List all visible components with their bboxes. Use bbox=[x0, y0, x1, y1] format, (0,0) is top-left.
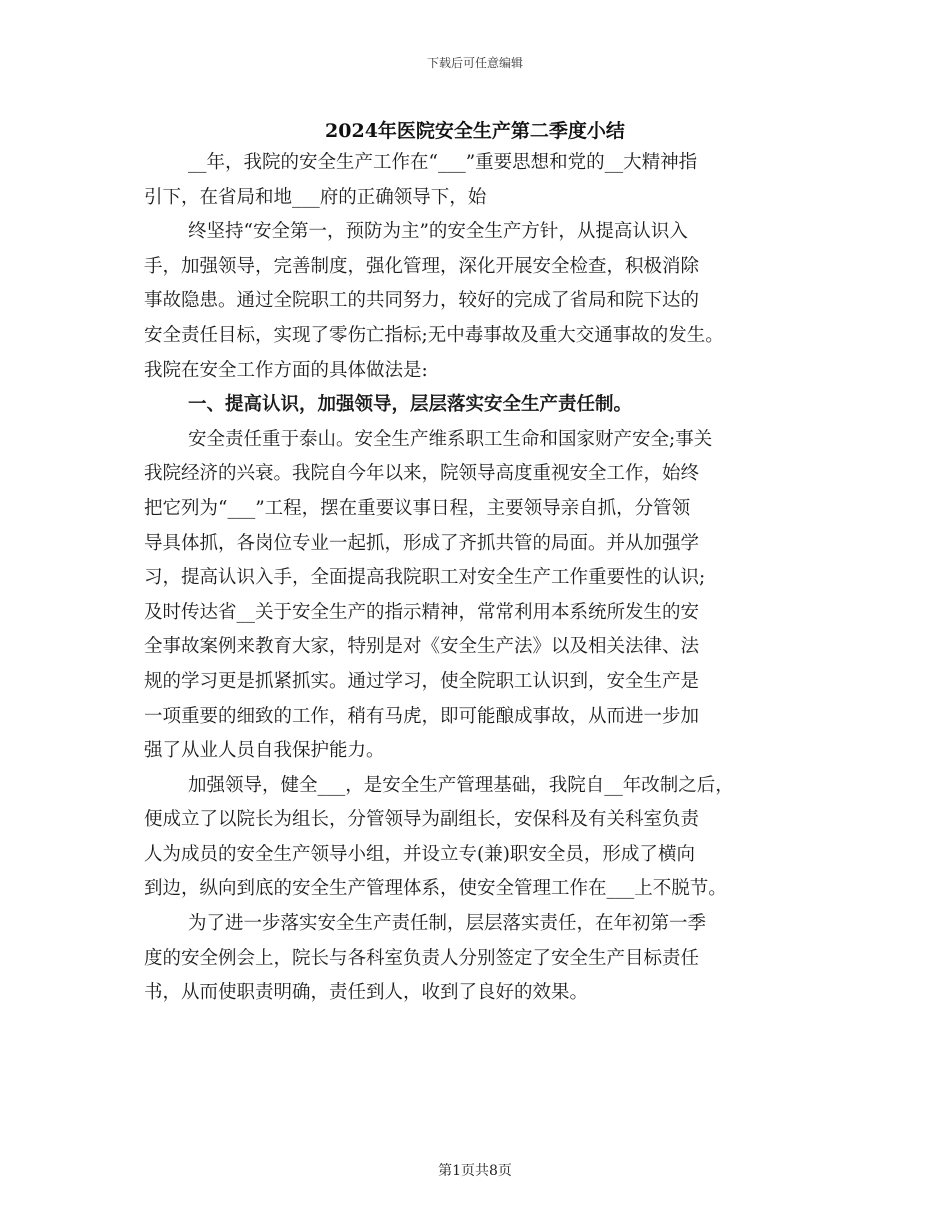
body-line: 及时传达省__关于安全生产的指示精神，常常利用本系统所发生的安 bbox=[144, 601, 700, 623]
body-line: 我院在安全工作方面的具体做法是: bbox=[144, 359, 428, 381]
body-line: 安全责任重于泰山。安全生产维系职工生命和国家财产安全;事关 bbox=[188, 428, 713, 450]
body-line: 把它列为“___”工程，摆在重要议事日程，主要领导亲自抓，分管领 bbox=[144, 497, 691, 519]
body-line: 引下，在省局和地___府的正确领导下，始 bbox=[144, 186, 487, 208]
body-line: __年，我院的安全生产工作在“___”重要思想和党的__大精神指 bbox=[188, 152, 698, 173]
body-line: 一项重要的细致的工作，稍有马虎，即可能酿成事故，从而进一步加 bbox=[144, 705, 700, 727]
page-header-note: 下载后可任意编辑 bbox=[426, 56, 523, 70]
body-line: 便成立了以院长为组长，分管领导为副组长，安保科及有关科室负责 bbox=[144, 809, 700, 831]
body-line: 人为成员的安全生产领导小组，并设立专(兼)职安全员，形成了横向 bbox=[144, 843, 695, 865]
document-body bbox=[144, 146, 824, 1011]
body-line: 规的学习更是抓紧抓实。通过学习，使全院职工认识到，安全生产是 bbox=[144, 670, 700, 692]
page-number: 第1页共8页 bbox=[438, 1163, 512, 1179]
body-line: 终坚持“安全第一，预防为主”的安全生产方针，从提高认识入 bbox=[188, 221, 688, 243]
body-line: 事故隐患。通过全院职工的共同努力，较好的完成了省局和院下达的 bbox=[144, 290, 700, 312]
body-line: 全事故案例来教育大家，特别是对《安全生产法》以及相关法律、法 bbox=[144, 636, 700, 658]
body-line: 加强领导，健全___，是安全生产管理基础，我院自__年改制之后， bbox=[188, 774, 734, 796]
body-line: 我院经济的兴衰。我院自今年以来，院领导高度重视安全工作，始终 bbox=[144, 463, 700, 485]
body-line: 书，从而使职责明确，责任到人，收到了良好的效果。 bbox=[144, 982, 589, 1004]
document-title: 2024年医院安全生产第二季度小结 bbox=[325, 120, 625, 142]
body-line: 到边，纵向到底的安全生产管理体系，使安全管理工作在___上不脱节。 bbox=[144, 878, 727, 900]
body-line: 强了从业人员自我保护能力。 bbox=[144, 740, 385, 762]
section-heading: 一、提高认识，加强领导，层层落实安全生产责任制。 bbox=[188, 394, 633, 416]
body-line: 习，提高认识入手，全面提高我院职工对安全生产工作重要性的认识; bbox=[144, 567, 706, 589]
body-line: 导具体抓，各岗位专业一起抓，形成了齐抓共管的局面。并从加强学 bbox=[144, 532, 700, 554]
body-line: 度的安全例会上，院长与各科室负责人分别签定了安全生产目标责任 bbox=[144, 947, 700, 969]
body-line: 手，加强领导，完善制度，强化管理，深化开展安全检查，积极消除 bbox=[144, 255, 700, 277]
body-line: 为了进一步落实安全生产责任制，层层落实责任，在年初第一季 bbox=[188, 913, 707, 935]
body-line: 安全责任目标，实现了零伤亡指标;无中毒事故及重大交通事故的发生。 bbox=[144, 324, 724, 346]
